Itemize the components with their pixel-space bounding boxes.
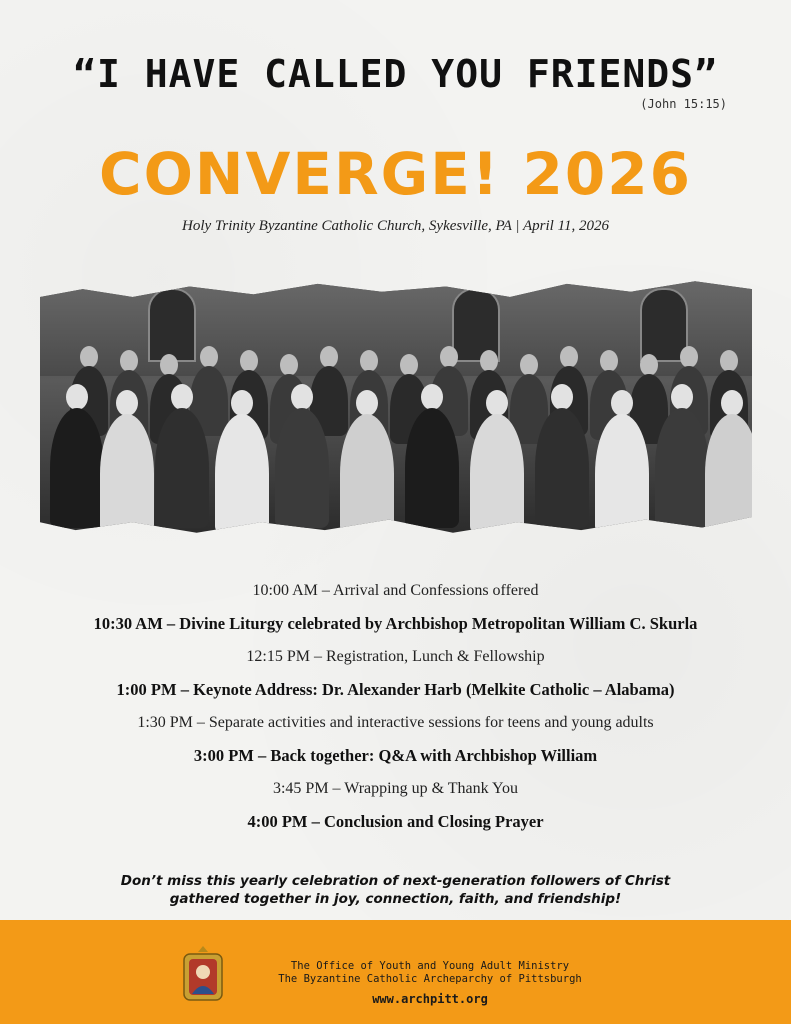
person-body [405,408,459,528]
person-head [356,390,378,416]
person-body [100,414,154,534]
event-title: CONVERGE! 2026 [99,140,692,208]
closing-line-1: Don’t miss this yearly celebration of next-generation followers of Christ [120,873,671,889]
closing-message [0,872,791,908]
person-body [535,408,589,528]
person-body [340,414,394,534]
footer-website-link[interactable]: www.archpitt.org [372,992,488,1006]
schedule-item: 1:30 PM – Separate activities and interactive sessions for teens and young adults [137,714,654,731]
person-head [120,350,138,372]
person-head [421,384,443,410]
person-head [66,384,88,410]
person-head [560,346,578,368]
footer-bar [0,920,791,1024]
person-head [400,354,418,376]
person-head [231,390,253,416]
person-head [320,346,338,368]
person-head [486,390,508,416]
person-head [611,390,633,416]
footer-line-2: The Byzantine Catholic Archeparchy of Pittsburgh [278,973,582,985]
group-photo [40,276,752,538]
schedule-item: 1:00 PM – Keynote Address: Dr. Alexander Harb (Melkite Catholic – Alabama) [116,680,675,699]
person-head [720,350,738,372]
person-head [520,354,538,376]
schedule-item: 4:00 PM – Conclusion and Closing Prayer [247,812,544,831]
person-head [680,346,698,368]
person-head [280,354,298,376]
schedule-item: 3:00 PM – Back together: Q&A with Archbishop William [193,746,598,765]
scripture-quote: “I HAVE CALLED YOU FRIENDS” [73,52,718,96]
person-body [275,408,329,528]
person-body [705,414,752,534]
person-head [440,346,458,368]
person-head [360,350,378,372]
person-head [240,350,258,372]
person-head [551,384,573,410]
person-head [671,384,693,410]
person-body [595,414,649,534]
person-body [155,408,209,528]
schedule-item: 12:15 PM – Registration, Lunch & Fellowship [246,648,545,665]
event-location-date: Holy Trinity Byzantine Catholic Church, Sykesville, PA | April 11, 2026 [181,218,609,234]
footer-office [240,960,620,986]
person-head [640,354,658,376]
schedule-item: 3:45 PM – Wrapping up & Thank You [272,780,518,797]
schedule-item: 10:30 AM – Divine Liturgy celebrated by Archbishop Metropolitan William C. Skurla [93,614,698,633]
person-body [470,414,524,534]
closing-line-2: gathered together in joy, connection, faith, and friendship! [169,891,622,907]
person-head [480,350,498,372]
person-body [50,408,104,528]
person-head [721,390,743,416]
archeparchy-seal-icon [180,944,226,1004]
person-body [655,408,709,528]
person-head [600,350,618,372]
icon-panel [148,288,196,362]
schedule-item: 10:00 AM – Arrival and Confessions offered [252,582,539,599]
person-body [215,414,269,534]
person-head [200,346,218,368]
person-head [160,354,178,376]
footer-line-1: The Office of Youth and Young Adult Ministry [290,960,570,972]
schedule [0,574,791,838]
person-head [116,390,138,416]
person-head [291,384,313,410]
person-head [171,384,193,410]
scripture-citation: (John 15:15) [640,97,727,111]
person-head [80,346,98,368]
